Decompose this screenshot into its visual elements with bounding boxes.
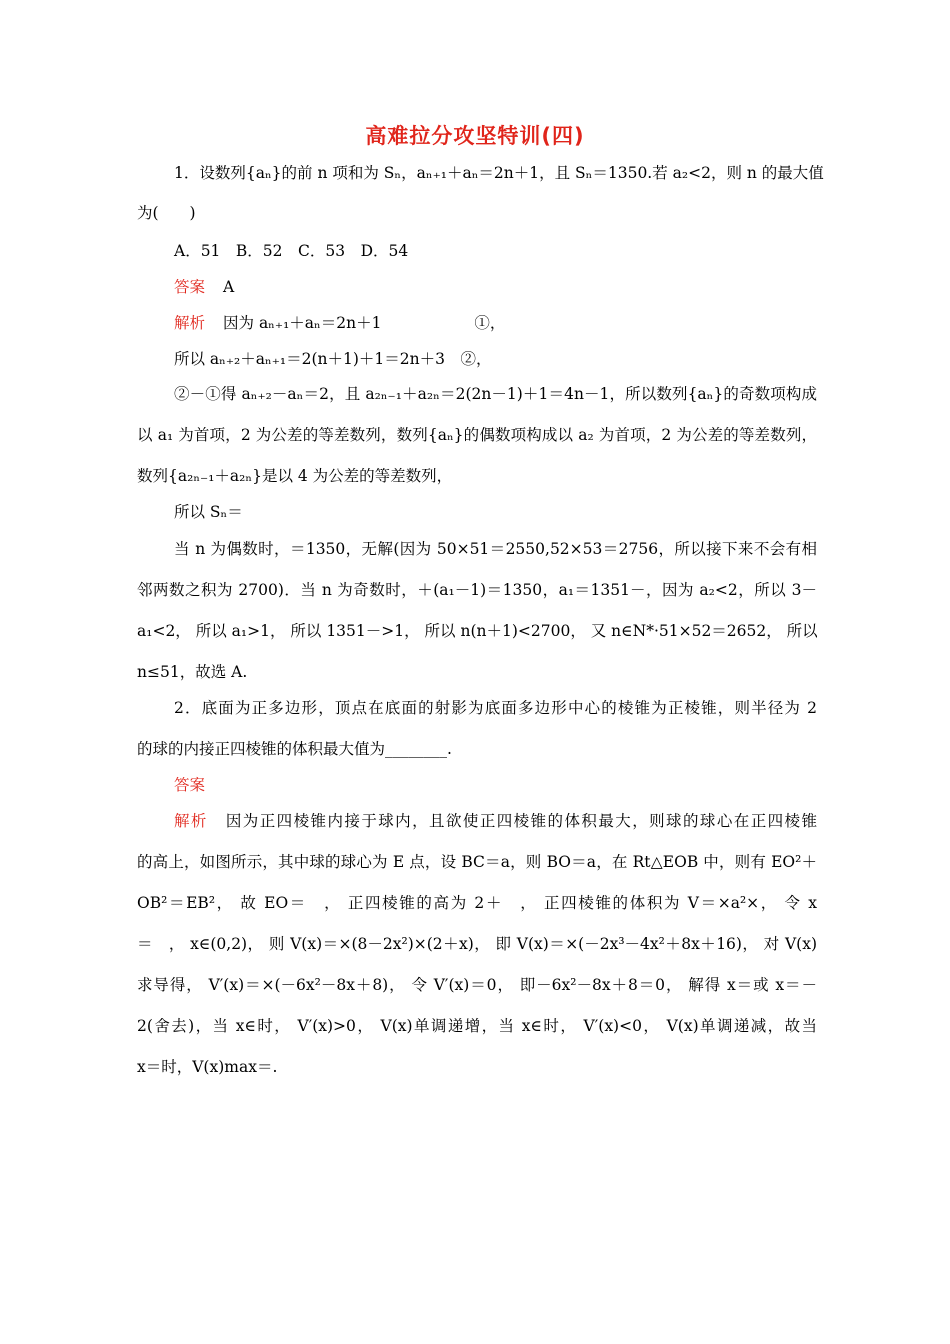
q1-analysis-line3: ②－①得 aₙ₊₂－aₙ＝2，且 a₂ₙ₋₁＋a₂ₙ＝2(2n－1)＋1＝4n－1，所以数列{aₙ}的奇数项构成 [174, 385, 817, 403]
q2-analysis-line3: OB²＝EB²， 故 EO＝ ， 正四棱锥的高为 2＋ ， 正四棱锥的体积为 V＝×a²×， 令 x [137, 894, 817, 912]
q1-options: A．51 B．52 C．53 D．54 [174, 242, 409, 260]
q2-answer-label: 答案 [174, 776, 206, 794]
q1-answer-label: 答案 [174, 278, 206, 296]
q1-analysis-label: 解析 [174, 314, 206, 332]
q2-analysis-line2: 的高上，如图所示，其中球的球心为 E 点，设 BC＝a，则 BO＝a，在 Rt△EOB 中，则有 EO²＋ [137, 853, 817, 871]
q1-analysis-line1 [174, 313, 817, 333]
q1-analysis-text-1: 因为 aₙ₊₁＋aₙ＝2n＋1 ①， [223, 314, 506, 332]
q1-analysis-line4: 以 a₁ 为首项，2 为公差的等差数列，数列{aₙ}的偶数项构成以 a₂ 为首项，2 为公差的等差数列， [137, 426, 817, 444]
q2-analysis-label: 解析 [174, 812, 208, 830]
q2-analysis-line1 [174, 811, 817, 831]
q2-analysis-line6: 2(舍去)，当 x∈时， V′(x)>0， V(x)单调递增，当 x∈时， V′(x)<0， V(x)单调递减，故当 [137, 1017, 817, 1035]
q1-analysis-line7: 当 n 为偶数时，＝1350，无解(因为 50×51＝2550,52×53＝2756，所以接下来不会有相 [174, 540, 817, 558]
q1-answer [174, 277, 817, 297]
q1-stem-line2: 为( ) [137, 204, 196, 222]
q1-analysis-line10: n≤51，故选 A. [137, 663, 248, 681]
q2-stem-line1: 2．底面为正多边形，顶点在底面的射影为底面多边形中心的棱锥为正棱锥，则半径为 2 [174, 699, 817, 717]
q2-analysis-line4: ＝ ， x∈(0,2)， 则 V(x)＝×(8－2x²)×(2＋x)， 即 V(x)＝×(－2x³－4x²＋8x＋16)， 对 V(x) [137, 935, 817, 953]
q1-analysis-line5: 数列{a₂ₙ₋₁＋a₂ₙ}是以 4 为公差的等差数列， [137, 467, 453, 485]
q1-answer-value: A [223, 278, 235, 296]
q1-analysis-line8: 邻两数之积为 2700)．当 n 为奇数时，＋(a₁－1)＝1350，a₁＝1351－，因为 a₂<2，所以 3－ [137, 581, 817, 599]
q1-analysis-line9: a₁<2， 所以 a₁>1， 所以 1351－>1， 所以 n(n＋1)<2700， 又 n∈N*·51×52＝2652， 所以 [137, 622, 818, 640]
q2-stem-line2: 的球的内接正四棱锥的体积最大值为________. [137, 740, 452, 758]
q2-analysis-line7: x＝时，V(x)max＝. [137, 1058, 278, 1076]
page-title: 高难拉分攻坚特训(四) [365, 124, 585, 148]
q1-stem-line1: 1．设数列{aₙ}的前 n 项和为 Sₙ，aₙ₊₁＋aₙ＝2n＋1，且 Sₙ＝1350.若 a₂<2，则 n 的最大值 [174, 164, 824, 182]
q2-answer [174, 775, 817, 795]
q1-analysis-line2: 所以 aₙ₊₂＋aₙ₊₁＝2(n＋1)＋1＝2n＋3 ②， [174, 350, 492, 368]
q1-analysis-line6: 所以 Sₙ＝ [174, 503, 243, 521]
q2-analysis-line5: 求导得， V′(x)＝×(－6x²－8x＋8)， 令 V′(x)＝0， 即－6x²－8x＋8＝0， 解得 x＝或 x＝－ [137, 976, 817, 994]
q2-analysis-text-1: 因为正四棱锥内接于球内，且欲使正四棱锥的体积最大，则球的球心在正四棱锥 [225, 812, 817, 830]
